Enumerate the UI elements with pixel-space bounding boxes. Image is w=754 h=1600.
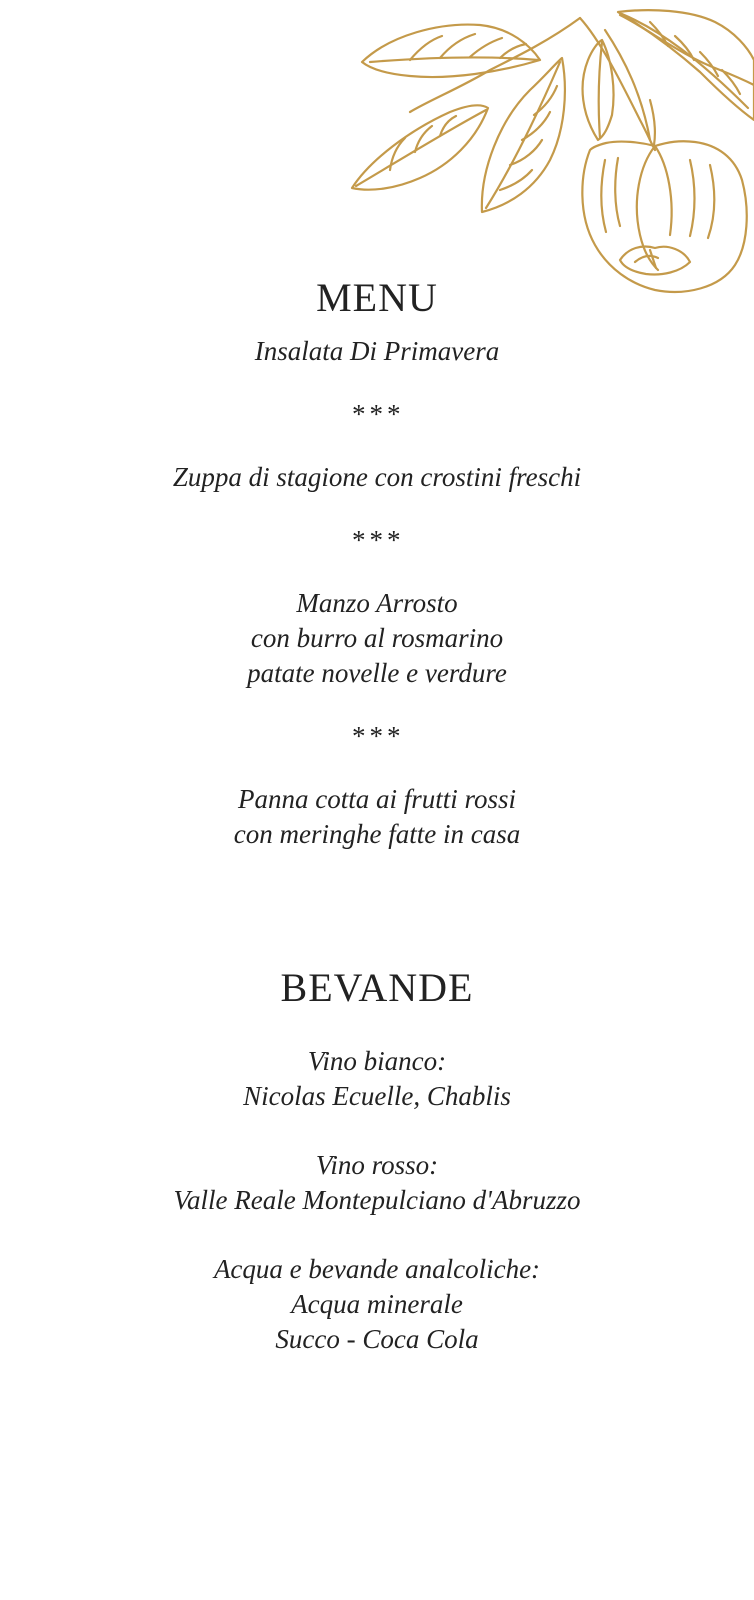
drink-line: Valle Reale Montepulciano d'Abruzzo bbox=[173, 1185, 581, 1215]
course-separator: *** bbox=[350, 525, 404, 555]
course-dessert bbox=[0, 782, 754, 852]
course-main bbox=[0, 586, 754, 691]
menu-card bbox=[0, 268, 754, 1391]
drink-line: Acqua e bevande analcoliche: bbox=[213, 1254, 541, 1284]
drink-line: Acqua minerale bbox=[291, 1289, 463, 1319]
drink-red-wine bbox=[0, 1148, 754, 1218]
course-dessert-line: con meringhe fatte in casa bbox=[233, 819, 521, 849]
bevande-title: BEVANDE bbox=[280, 965, 474, 1010]
drink-line: Vino rosso: bbox=[315, 1150, 439, 1180]
course-soup bbox=[0, 460, 754, 495]
drink-soft-drinks bbox=[0, 1252, 754, 1357]
course-starter bbox=[0, 334, 754, 369]
course-main-line: Manzo Arrosto bbox=[296, 588, 458, 618]
course-separator: *** bbox=[350, 399, 404, 429]
drink-line: Nicolas Ecuelle, Chablis bbox=[243, 1081, 511, 1111]
drink-white-wine bbox=[0, 1044, 754, 1114]
botanical-branch-icon bbox=[350, 0, 754, 310]
course-soup-line: Zuppa di stagione con crostini freschi bbox=[172, 462, 582, 492]
menu-title: MENU bbox=[316, 275, 438, 320]
course-starter-line: Insalata Di Primavera bbox=[254, 336, 500, 366]
drink-line: Succo - Coca Cola bbox=[275, 1324, 479, 1354]
course-separator: *** bbox=[350, 721, 404, 751]
course-main-line: patate novelle e verdure bbox=[247, 658, 507, 688]
course-dessert-line: Panna cotta ai frutti rossi bbox=[237, 784, 516, 814]
course-main-line: con burro al rosmarino bbox=[250, 623, 504, 653]
drink-line: Vino bianco: bbox=[307, 1046, 447, 1076]
